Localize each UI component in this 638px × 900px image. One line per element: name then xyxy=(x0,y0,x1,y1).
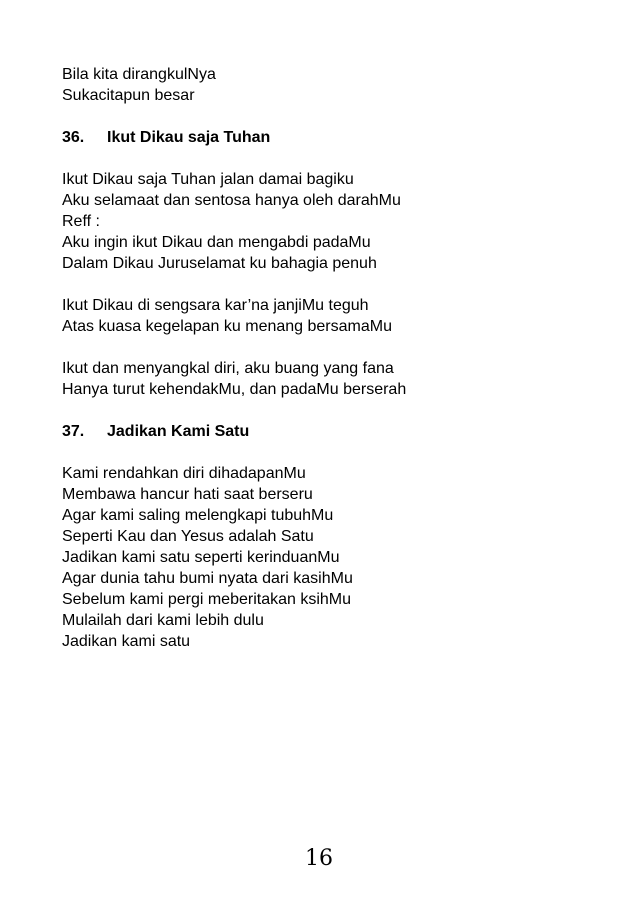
song-36-number: 36. xyxy=(62,129,85,146)
page-number: 16 xyxy=(305,846,333,871)
refrain-label: Reff : xyxy=(62,213,100,230)
intro-line: Bila kita dirangkulNya xyxy=(62,66,216,83)
lyric-line: Agar dunia tahu bumi nyata dari kasihMu xyxy=(62,570,353,587)
spacer xyxy=(62,148,602,169)
lyric-line: Seperti Kau dan Yesus adalah Satu xyxy=(62,528,314,545)
lyric-line: Sebelum kami pergi meberitakan ksihMu xyxy=(62,591,352,608)
spacer xyxy=(62,274,602,295)
lyric-line: Ikut Dikau di sengsara kar’na janjiMu teguh xyxy=(62,297,369,314)
lyric-line: Atas kuasa kegelapan ku menang bersamaMu xyxy=(62,318,392,335)
lyric-line: Ikut Dikau saja Tuhan jalan damai bagiku xyxy=(62,171,354,188)
lyric-line: Hanya turut kehendakMu, dan padaMu berserah xyxy=(62,381,407,398)
lyric-line: Jadikan kami satu seperti kerinduanMu xyxy=(62,549,340,566)
song-37-title: Jadikan Kami Satu xyxy=(107,423,250,440)
lyric-line: Ikut dan menyangkal diri, aku buang yang fana xyxy=(62,360,394,377)
spacer xyxy=(62,106,602,127)
song-36-heading xyxy=(62,127,602,148)
lyric-line: Kami rendahkan diri dihadapanMu xyxy=(62,465,306,482)
song-37-number: 37. xyxy=(62,423,85,440)
song-36-title: Ikut Dikau saja Tuhan xyxy=(107,129,271,146)
lyric-line: Aku selamaat dan sentosa hanya oleh darahMu xyxy=(62,192,401,209)
lyric-line: Dalam Dikau Juruselamat ku bahagia penuh xyxy=(62,255,377,272)
lyric-line: Mulailah dari kami lebih dulu xyxy=(62,612,264,629)
spacer xyxy=(62,400,602,421)
document-page xyxy=(62,64,602,652)
spacer xyxy=(62,442,602,463)
intro-line: Sukacitapun besar xyxy=(62,87,195,104)
song-37-heading xyxy=(62,421,602,442)
lyric-line: Membawa hancur hati saat berseru xyxy=(62,486,313,503)
lyric-line: Jadikan kami satu xyxy=(62,633,191,650)
spacer xyxy=(62,337,602,358)
lyric-line: Agar kami saling melengkapi tubuhMu xyxy=(62,507,334,524)
lyric-line: Aku ingin ikut Dikau dan mengabdi padaMu xyxy=(62,234,371,251)
